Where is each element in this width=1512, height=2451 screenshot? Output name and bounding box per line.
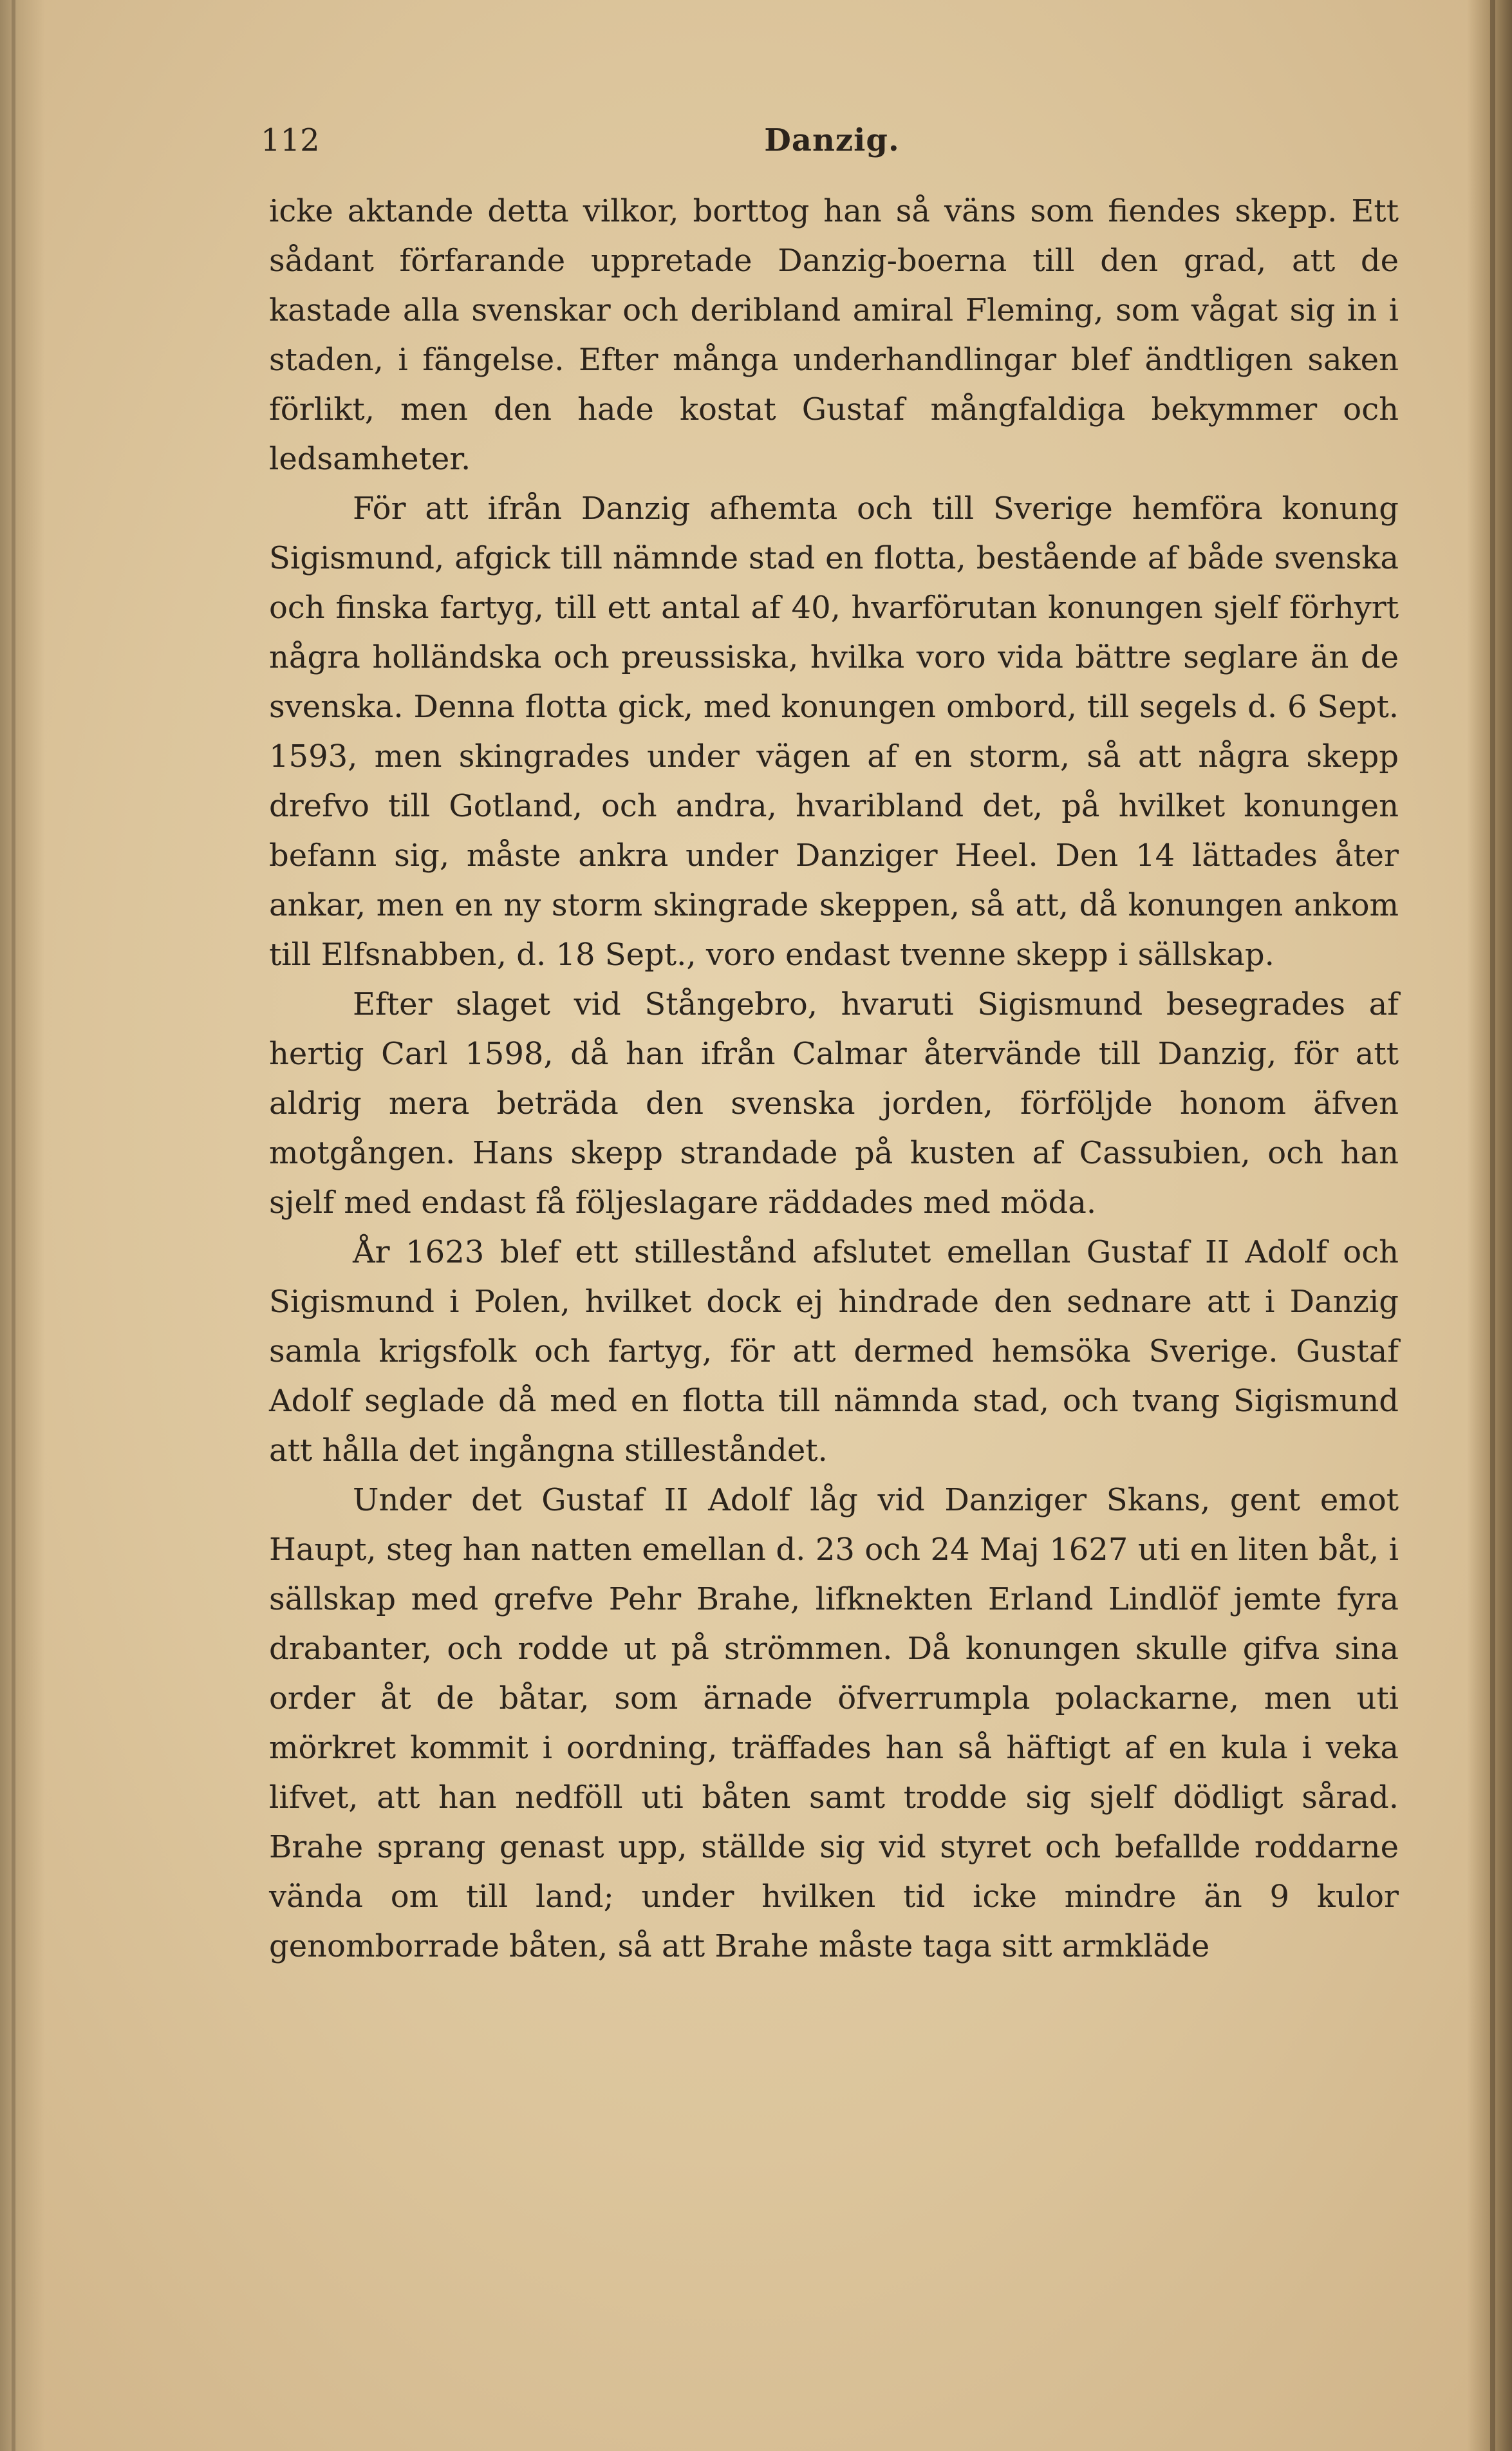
body-text	[269, 187, 1399, 1971]
paragraph-2: För att ifrån Danzig afhemta och till Sverige hemföra konung Sigismund, afgick till nämnde stad en flotta, bestående af både svenska och finska fartyg, till ett antal af 40, hvarförutan konungen sjelf förhyrt några holländska och preussiska, hvilka voro vida bättre seglare än de svenska. Denna flotta gick, med konungen ombord, till segels d. 6 Sept. 1593, men skingrades under vägen af en storm, så att några skepp drefvo till Gotland, och andra, hvaribland det, på hvilket konungen befann sig, måste ankra under Danziger Heel. Den 14 lättades åter ankar, men en ny storm skingrade skeppen, så att, då konungen ankom till Elfsnabben, d. 18 Sept., voro endast tvenne skepp i sällskap.	[269, 491, 1399, 973]
paragraph-3: Efter slaget vid Stångebro, hvaruti Sigismund besegrades af hertig Carl 1598, då han ifrån Calmar återvände till Danzig, för att aldrig mera beträda den svenska jorden, förföljde honom äfven motgången. Hans skepp strandade på kusten af Cassubien, och han sjelf med endast få följeslagare räddades med möda.	[269, 986, 1399, 1221]
page-header	[261, 122, 1403, 174]
paragraph-1: icke aktande detta vilkor, borttog han så väns som fiendes skepp. Ett sådant förfarande uppretade Danzig-boerna till den grad, att de kastade alla svenskar och deribland amiral Fleming, som vågat sig in i staden, i fängelse. Efter många underhandlingar blef ändtligen saken förlikt, men den hade kostat Gustaf mångfaldiga bekymmer och ledsamheter.	[269, 193, 1399, 477]
running-title: Danzig.	[764, 122, 900, 158]
page-number: 112	[261, 122, 320, 158]
paragraph-5: Under det Gustaf II Adolf låg vid Danziger Skans, gent emot Haupt, steg han natten emellan d. 23 och 24 Maj 1627 uti en liten båt, i sällskap med grefve Pehr Brahe, lifknekten Erland Lindlöf jemte fyra drabanter, och rodde ut på strömmen. Då konungen skulle gifva sina order åt de båtar, som ärnade öfverrumpla polackarne, men uti mörkret kommit i oordning, träffades han så häftigt af en kula i veka lifvet, att han nedföll uti båten samt trodde sig sjelf dödligt sårad. Brahe sprang genast upp, ställde sig vid styret och befallde roddarne vända om till land; under hvilken tid icke mindre än 9 kulor genomborrade båten, så att Brahe måste taga sitt armkläde	[269, 1482, 1399, 1964]
page-left-binding-edge	[0, 0, 45, 2451]
page-right-edge	[1467, 0, 1512, 2451]
paragraph-4: År 1623 blef ett stillestånd afslutet emellan Gustaf II Adolf och Sigismund i Polen, hvilket dock ej hindrade den sednare att i Danzig samla krigsfolk och fartyg, för att dermed hemsöka Sverige. Gustaf Adolf seglade då med en flotta till nämnda stad, och tvang Sigismund att hålla det ingångna stilleståndet.	[269, 1234, 1399, 1469]
